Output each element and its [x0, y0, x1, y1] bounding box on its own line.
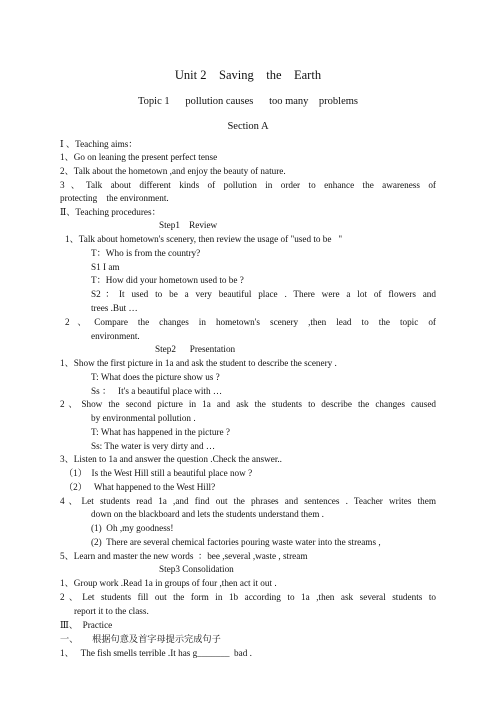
- step2-item-2-cont: by environmental pollution .: [91, 413, 196, 423]
- phrase-2: (2) There are several chemical factories pouring waste water into the streams ,: [91, 537, 381, 547]
- step2-item-3: 3、Listen to 1a and answer the question .Check the answer..: [60, 454, 282, 464]
- dialogue-line: Ss: The water is very dirty and …: [91, 441, 216, 451]
- exercise-item-1: 1、 The fish smells terrible .It has g_______ bad .: [60, 648, 252, 658]
- question-2: （2） What happened to the West Hill?: [64, 482, 216, 492]
- section-heading: Section A: [227, 121, 269, 132]
- aim-2: 2、Talk about the hometown ,and enjoy the beauty of nature.: [60, 166, 286, 176]
- exercise-instruction: 一、 根据句意及首字母提示完成句子: [60, 634, 221, 644]
- dialogue-line: S1 I am: [91, 262, 120, 272]
- dialogue-line: Ss ： It's a beautiful place with …: [91, 386, 223, 396]
- dialogue-line: T: What has happened in the picture ?: [91, 427, 230, 437]
- teaching-aims-heading: Ⅰ 、Teaching aims：: [60, 139, 138, 149]
- dialogue-line: T：How did your hometown used to be ?: [91, 275, 244, 285]
- dialogue-line: S2：It used to be a very beautiful place . There were a lot of flowers and: [91, 289, 436, 299]
- step1-item-1: 1、Talk about hometown's scenery, then review the usage of "used to be ": [65, 234, 343, 244]
- step2-item-4-cont: down on the blackboard and lets the students understand them .: [91, 509, 324, 519]
- dialogue-line: T: What does the picture show us ?: [91, 372, 220, 382]
- step2-heading: Step2 Presentation: [155, 344, 236, 354]
- step1-item-2-cont: environment.: [91, 331, 140, 341]
- aim-1: 1、Go on leaning the present perfect tense: [60, 152, 218, 162]
- step3-item-2-cont: report it to the class.: [74, 606, 149, 616]
- step2-item-1: 1、Show the first picture in 1a and ask the student to describe the scenery .: [60, 358, 337, 368]
- step1-heading: Step1 Review: [159, 220, 218, 230]
- aim-3-cont: protecting the environment.: [60, 193, 169, 203]
- phrase-1: (1) Oh ,my goodness!: [91, 523, 174, 533]
- unit-title: Unit 2 Saving the Earth: [174, 68, 322, 82]
- aim-3: 3、Talk about different kinds of pollution in order to enhance the awareness of: [60, 180, 436, 190]
- practice-heading: Ⅲ、 Practice: [60, 620, 113, 630]
- step2-item-2: 2、Show the second picture in 1a and ask the students to describe the changes caused: [60, 399, 436, 409]
- dialogue-line: T：Who is from the country?: [91, 248, 201, 258]
- step3-item-2: 2、Let students fill out the form in 1b according to 1a ,then ask several students to: [60, 592, 436, 602]
- procedures-heading: Ⅱ、Teaching procedures：: [60, 207, 161, 217]
- topic-subtitle: Topic 1 pollution causes too many problems: [137, 96, 359, 107]
- step1-item-2: 2、Compare the changes in hometown's scenery ,then lead to the topic of: [65, 317, 436, 327]
- step2-item-4: 4、Let students read 1a ,and find out the phrases and sentences . Teacher writes them: [60, 496, 436, 506]
- dialogue-line-cont: trees .But …: [91, 303, 138, 313]
- step2-item-5: 5、Learn and master the new words ：bee ,several ,waste , stream: [60, 551, 308, 561]
- step3-heading: Step3 Consolidation: [159, 564, 234, 574]
- step3-item-1: 1、Group work .Read 1a in groups of four ,then act it out .: [60, 578, 277, 588]
- question-1: （1） Is the West Hill still a beautiful place now ?: [64, 468, 253, 478]
